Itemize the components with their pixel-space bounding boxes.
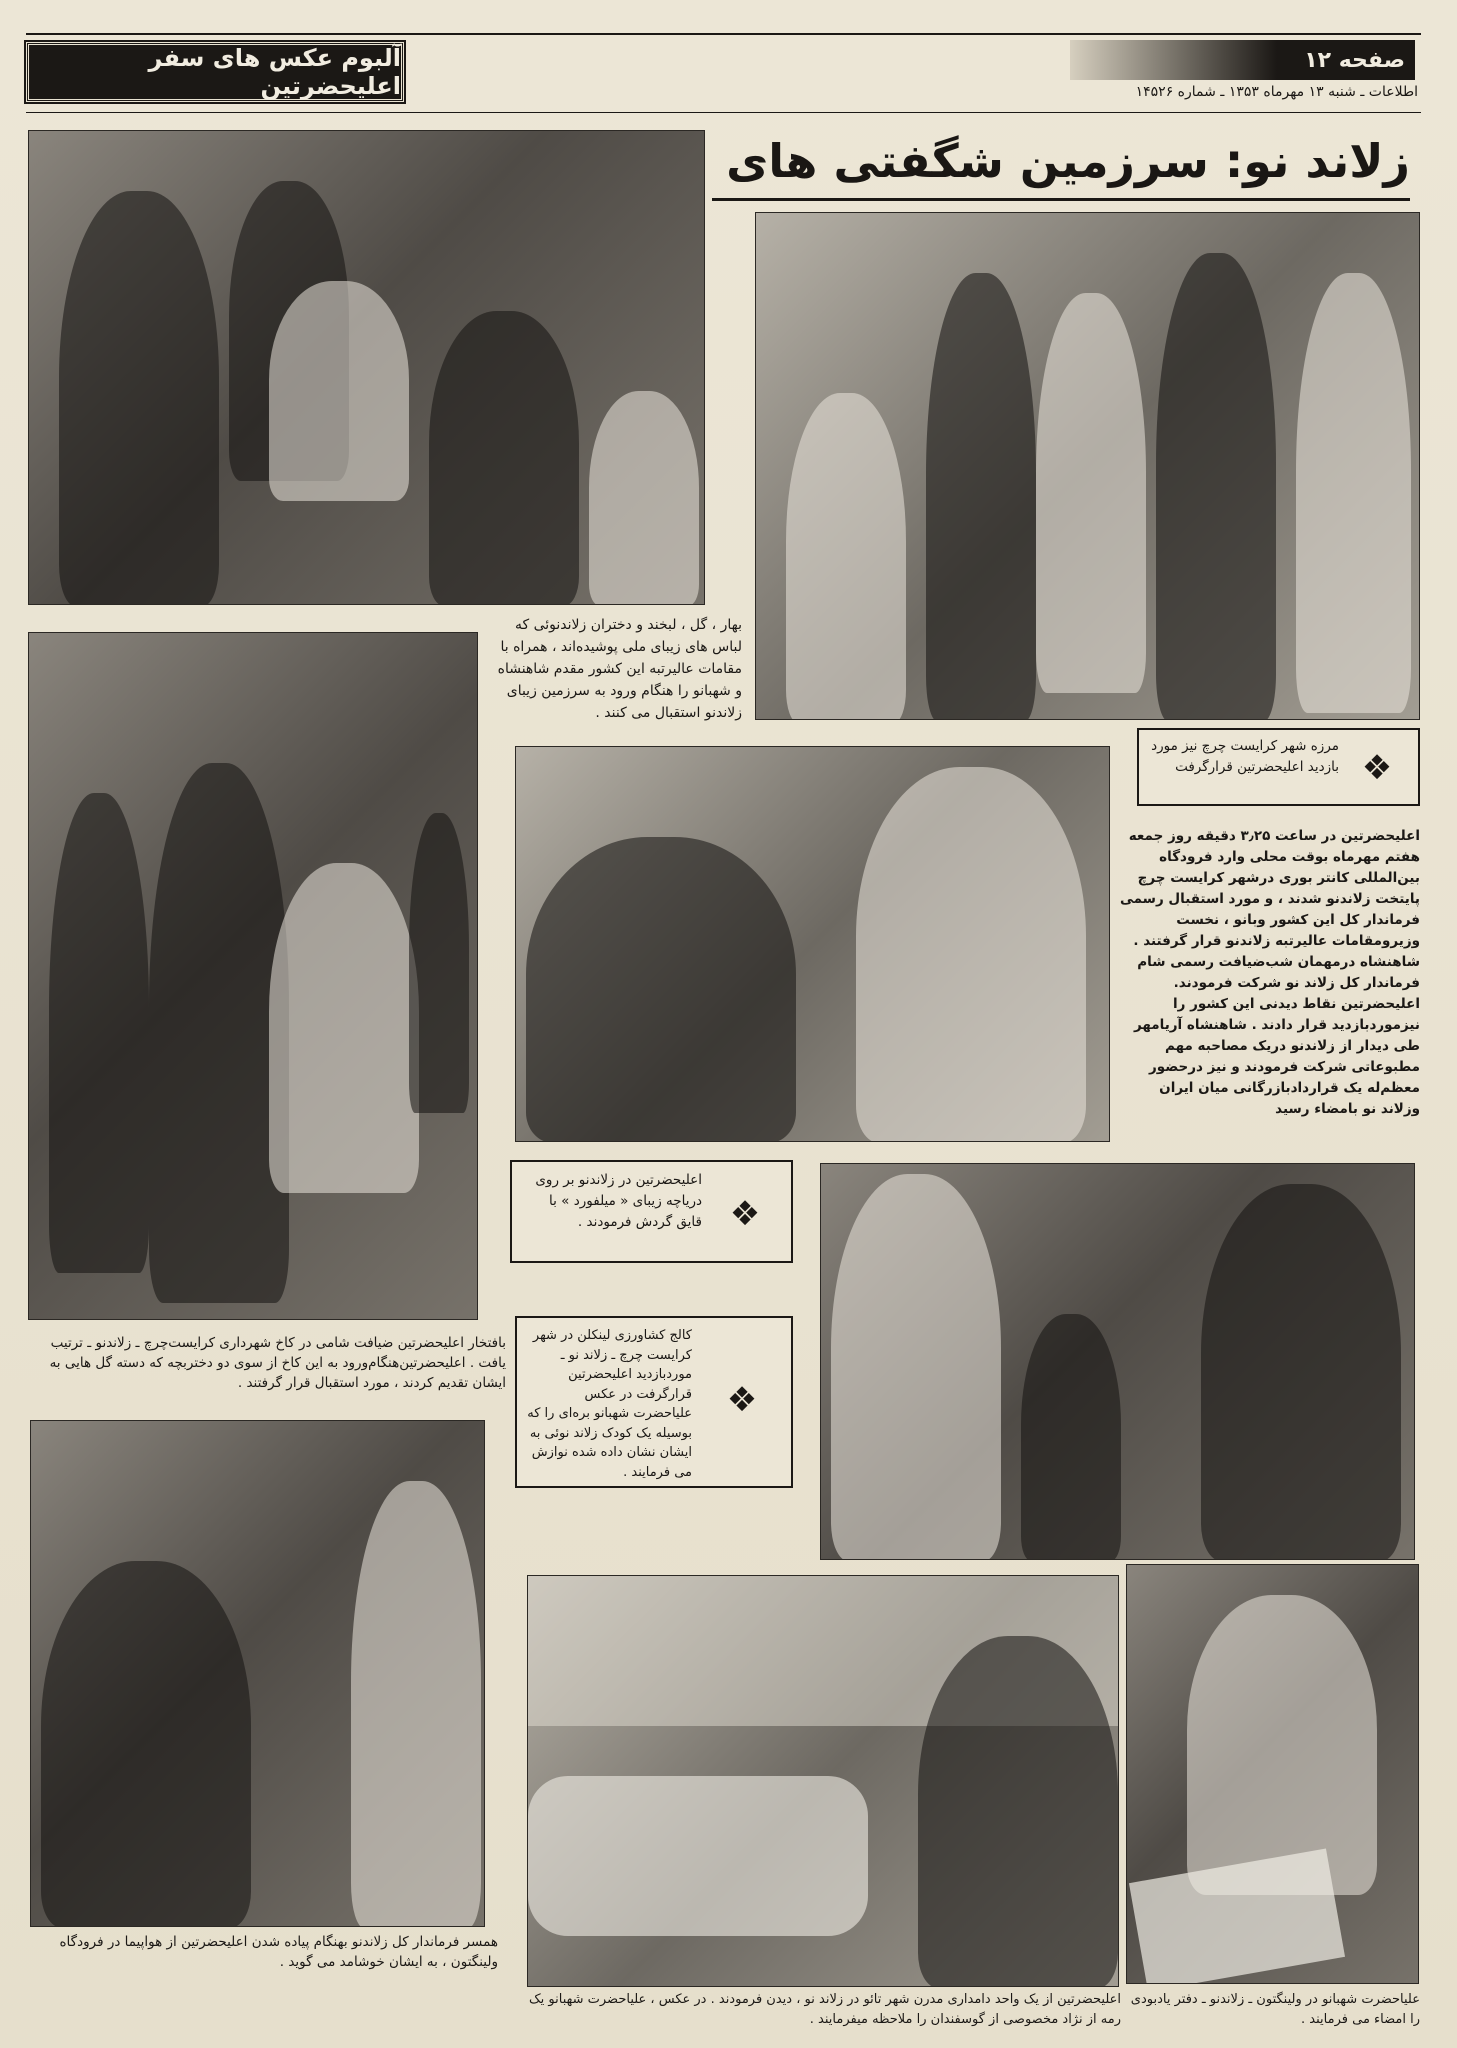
photo-sheep: [527, 1575, 1119, 1987]
caption-college: کالج کشاورزی لینکلن در شهر کرایست چرچ ـ زلاند نو ـ موردبازدید اعلیحضرتین قرارگرفت در عکس علیاحضرت شهبانو بره‌ای را که بوسیله یک کودک زلاند نوئی به ایشان نشان داده شده نوازش می فرمایند .: [527, 1328, 692, 1480]
photo-governor: [30, 1420, 485, 1927]
ornament-icon: ❖: [726, 1380, 758, 1420]
caption-reception: بافتخار اعلیحضرتین ضیافت شامی در کاخ شهرداری کرایست‌چرچ ـ زلاندنو ـ ترتیب یافت . اعلیحضرتین‌هنگام‌ورود به این کاخ از سوی دو دختربچه که دسته گل هایی به ایشان تقدیم کردند ، مورد استقبال قرار گرفتند .: [49, 1335, 506, 1391]
photo-welcome: [28, 130, 705, 605]
photo-college-lamb: [820, 1163, 1415, 1560]
caption-box-college: [515, 1316, 793, 1488]
ornament-icon: ❖: [1361, 748, 1393, 788]
page-number: صفحه ۱۲: [1304, 47, 1405, 73]
caption-sheep: اعلیحضرتین از یک واحد دامداری مدرن شهر تائو در زلاند نو ، دیدن فرمودند . در عکس ، علیاحضرت شهبانو یک رمه از نژاد مخصوصی از گوسفندان را ملاحظه میفرمایند .: [529, 1992, 1121, 2027]
top-rule: [26, 33, 1421, 35]
article-body: اعلیحضرتین در ساعت ۳٫۲۵ دقیقه روز جمعه هفتم مهرماه بوقت محلی وارد فرودگاه بین‌المللی کانتر بوری درشهر کرایست چرچ پایتخت زلاندنو شدند ، و مورد استقبال رسمی فرماندار کل این کشور وبانو ، نخست وزیرومقامات عالیرتبه زلاندنو قرار گرفتند . شاهنشاه درمهمان شب‌ضیافت رسمی شام فرماندار کل زلاند نو شرکت فرمودند. اعلیحضرتین نقاط دیدنی این کشور را نیزموردبازدید قرار دادند . شاهنشاه آریامهر طی دیدار از زلاندنو دریک مصاحبه مهم مطبوعاتی شرکت فرمودند و نیز درحضور معظم‌له یک قراردادبازرگانی میان ایران وزلاند نو بامضاء رسید: [1119, 828, 1420, 1117]
caption-book: علیاحضرت شهبانو در ولینگتون ـ زلاندنو ـ دفتر یادبودی را امضاء می فرمایند .: [1130, 1992, 1420, 2027]
photo-lake: [515, 746, 1110, 1142]
photo-mayor-group: [755, 212, 1420, 720]
caption-welcome: بهار ، گل ، لبخند و دختران زلاندنوئی که لباس های زیبای ملی پوشیده‌اند ، همراه با مقامات عالیرتبه این کشور مقدم شاهنشاه و شهبانو را هنگام ورود به سرزمین زیبای زلاندنو استقبال می کنند .: [497, 617, 742, 721]
caption-governor: همسر فرماندار کل زلاندنو بهنگام پیاده شدن اعلیحضرتین از هواپیما در فرودگاه ولینگتون ، به ایشان خوشامد می گوید .: [59, 1934, 498, 1970]
page-label: [1070, 40, 1415, 80]
caption-mayor: مرزه شهر کرایست چرچ نیز مورد بازدید اعلیحضرتین قرارگرفت: [1151, 738, 1339, 775]
header-rule: [26, 112, 1421, 113]
headline: زلاند نو: سرزمین شگفتی های: [726, 134, 1410, 188]
dateline: اطلاعات ـ شنبه ۱۳ مهرماه ۱۳۵۳ ـ شماره ۱۴۵۲۶: [1135, 84, 1418, 100]
photo-book-signing: [1126, 1564, 1419, 1984]
album-title: آلبوم عکس های سفر اعلیحضرتین: [148, 44, 401, 100]
caption-box-mayor: [1137, 728, 1420, 806]
caption-lake: اعلیحضرتین در زلاندنو بر روی دریاچه زیبای « میلفورد » با قایق گردش فرمودند .: [535, 1172, 702, 1230]
headline-rule: [712, 198, 1410, 201]
ornament-icon: ❖: [729, 1194, 761, 1234]
album-title-box: [26, 42, 404, 102]
photo-reception: [28, 632, 478, 1320]
caption-box-lake: [510, 1160, 793, 1263]
